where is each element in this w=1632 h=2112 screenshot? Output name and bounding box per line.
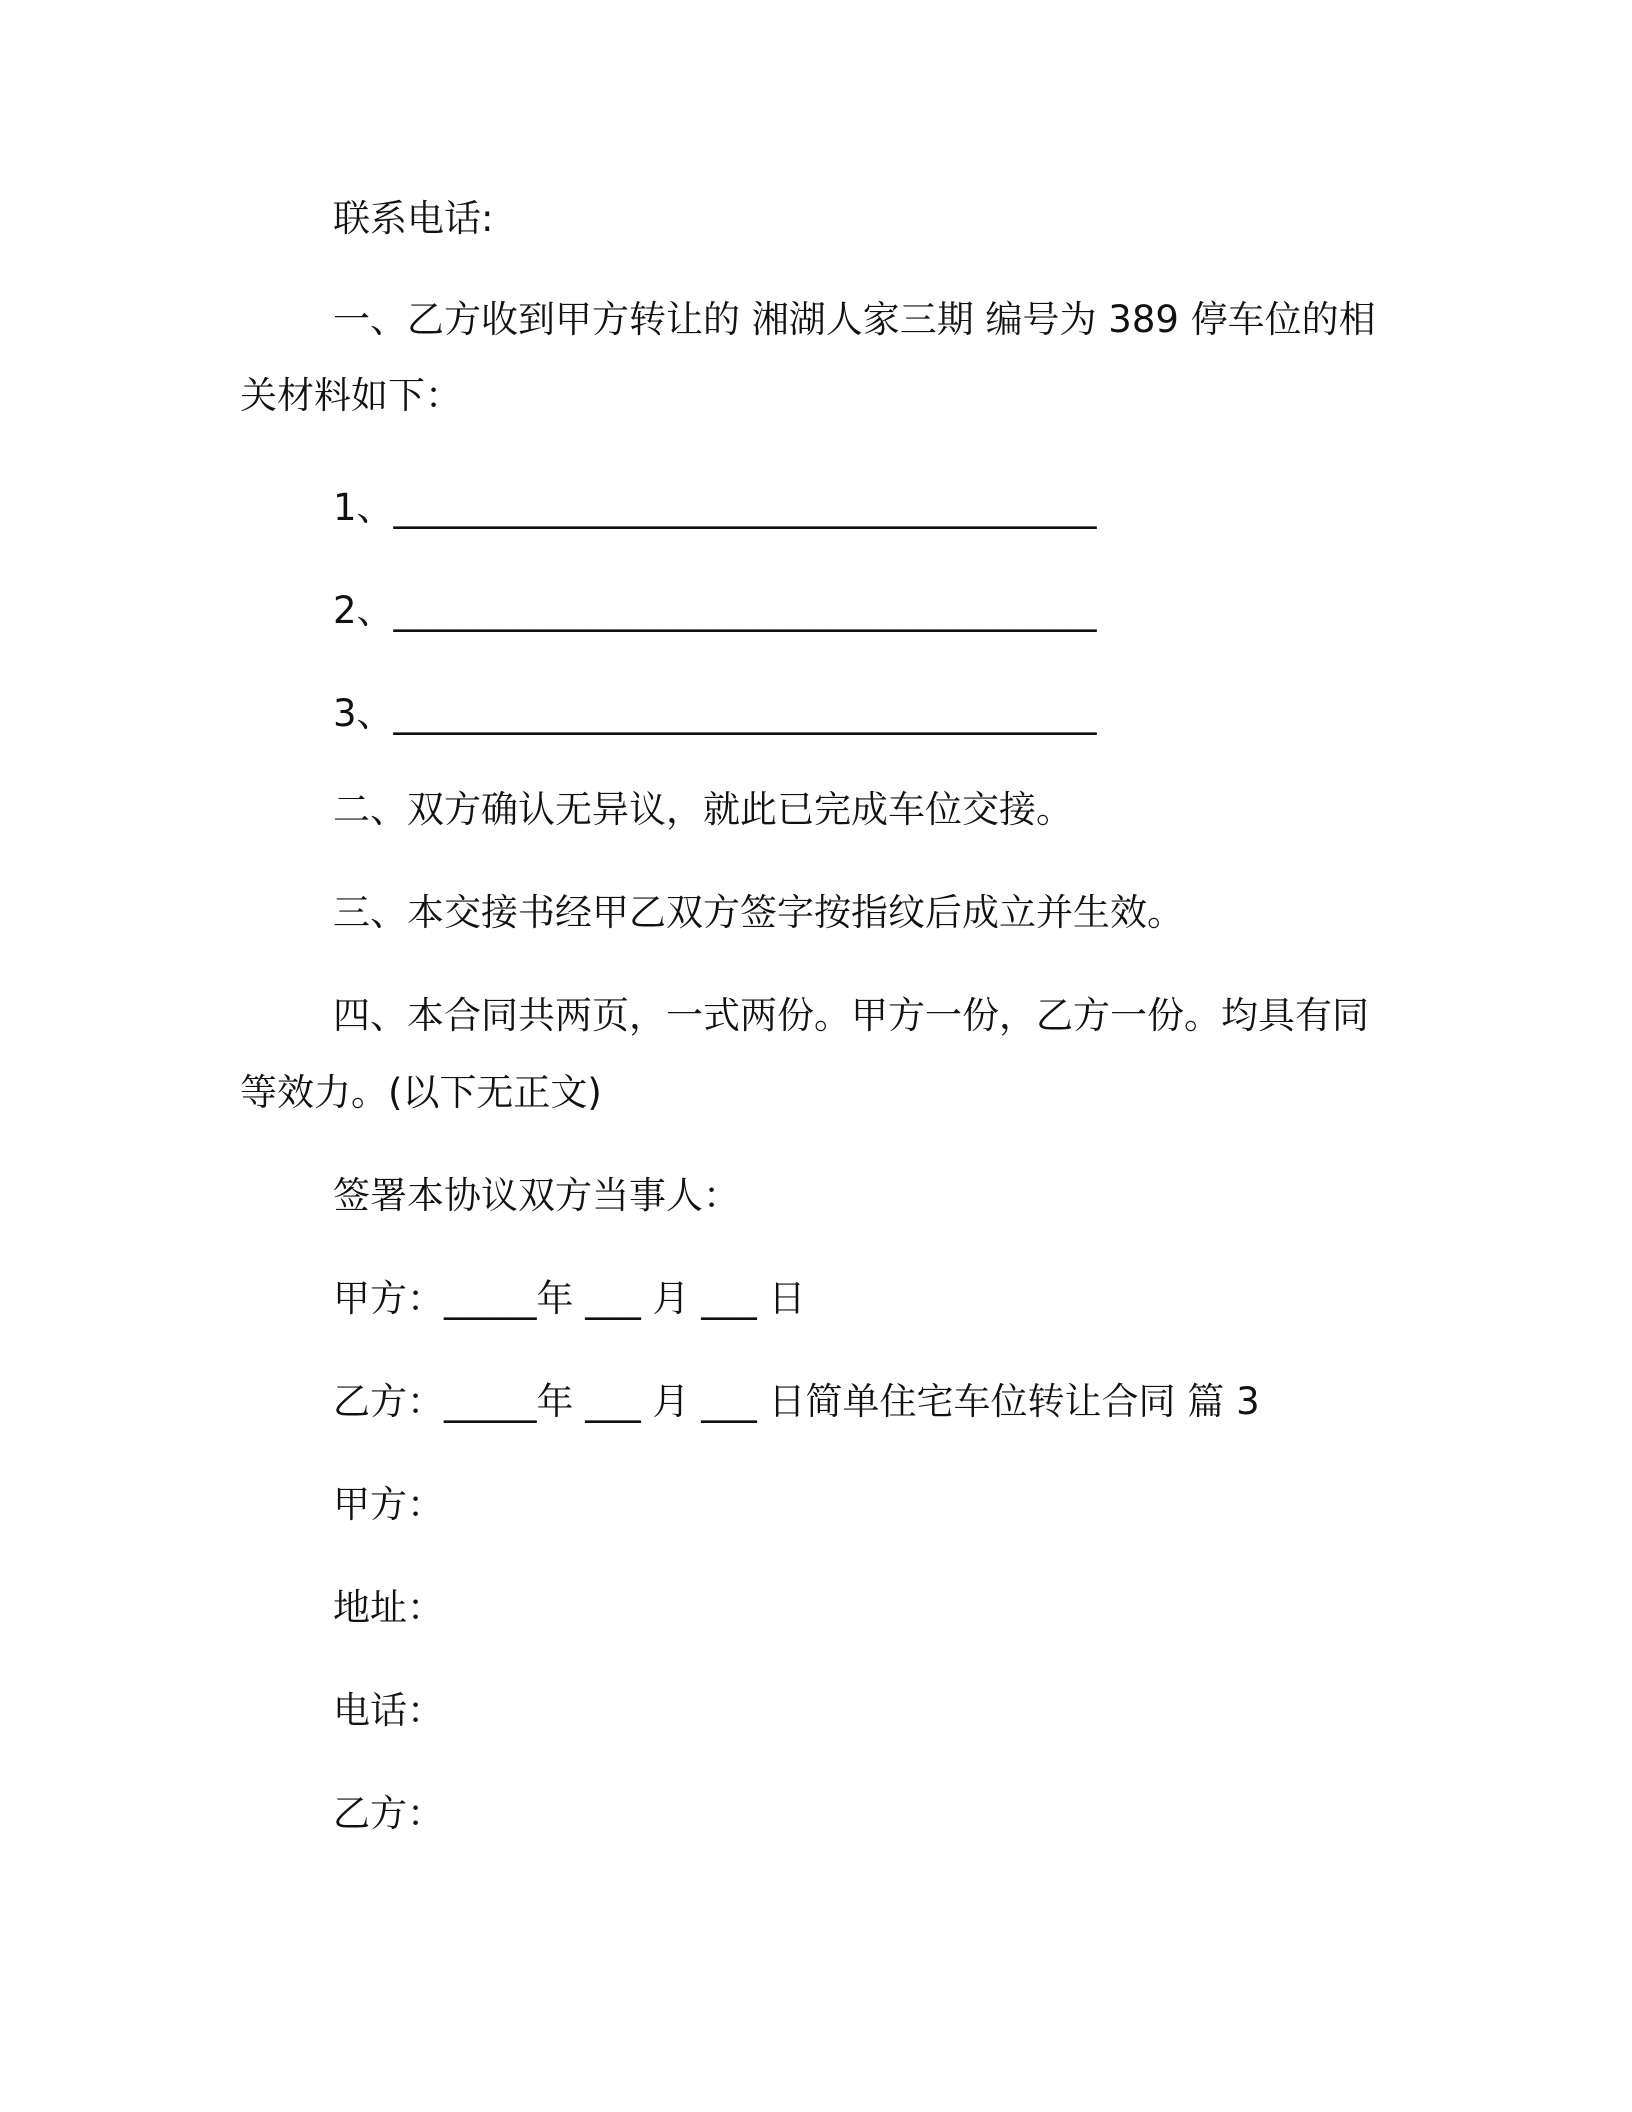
clause-2-text: 二、双方确认无异议，就此已完成车位交接。 bbox=[333, 788, 1073, 831]
party-b-date-line: 乙方：_____年 ___ 月 ___ 日简单住宅车位转让合同 篇 3 bbox=[333, 1380, 1260, 1423]
clause-4-text: 四、本合同共两页，一式两份。甲方一份，乙方一份。均具有同 bbox=[333, 994, 1369, 1037]
phone-label: 电话： bbox=[333, 1689, 444, 1732]
clause-3-text: 三、本交接书经甲乙双方签字按指纹后成立并生效。 bbox=[333, 891, 1184, 934]
party-b-label: 乙方： bbox=[333, 1792, 444, 1835]
material-item-3: 3、______________________________________ bbox=[333, 692, 1097, 735]
clause-4-continuation: 等效力。(以下无正文) bbox=[240, 1071, 602, 1114]
clause-1-text: 一、乙方收到甲方转让的 湘湖人家三期 编号为 389 停车位的相 bbox=[333, 298, 1376, 341]
contact-phone-label: 联系电话: bbox=[333, 197, 494, 240]
party-a-date-line: 甲方：_____年 ___ 月 ___ 日 bbox=[333, 1277, 806, 1320]
address-label: 地址： bbox=[333, 1586, 444, 1629]
material-item-2: 2、______________________________________ bbox=[333, 589, 1097, 632]
signatories-heading: 签署本协议双方当事人： bbox=[333, 1174, 740, 1217]
material-item-1: 1、______________________________________ bbox=[333, 486, 1097, 529]
clause-1-continuation: 关材料如下： bbox=[240, 374, 462, 417]
party-a-label: 甲方： bbox=[333, 1483, 444, 1526]
